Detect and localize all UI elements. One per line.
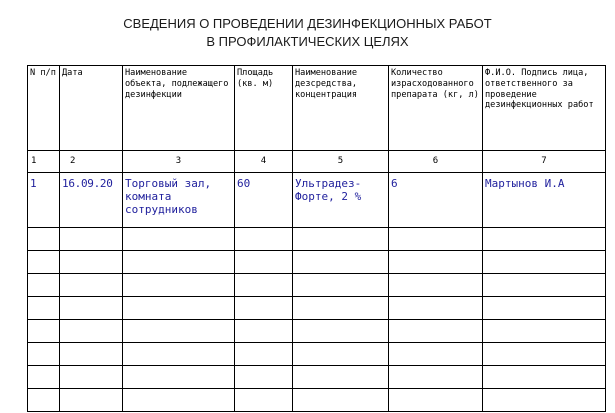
empty-table-row [28,343,606,366]
empty-cell [235,274,293,297]
quantity-cell: 6 [389,173,483,228]
empty-table-row [28,274,606,297]
empty-cell [28,251,60,274]
header-date: Дата [60,66,123,151]
empty-cell [60,320,123,343]
empty-cell [293,320,389,343]
empty-cell [28,228,60,251]
empty-cell [28,274,60,297]
empty-cell [123,228,235,251]
empty-cell [483,297,606,320]
responsible-cell: Мартынов И.А [483,173,606,228]
empty-cell [60,228,123,251]
empty-cell [123,297,235,320]
column-number: 2 [60,151,123,173]
empty-cell [123,251,235,274]
column-number-row [28,151,606,173]
empty-cell [389,251,483,274]
area-cell: 60 [235,173,293,228]
row-number-cell: 1 [28,173,60,228]
empty-cell [389,389,483,412]
column-number: 3 [123,151,235,173]
empty-cell [389,343,483,366]
header-responsible: Ф.И.О. Подпись лица, ответственного за проведение дезинфекционных работ [483,66,606,151]
header-area: Площадь (кв. м) [235,66,293,151]
empty-cell [235,389,293,412]
document-title: СВЕДЕНИЯ О ПРОВЕДЕНИИ ДЕЗИНФЕКЦИОННЫХ РАБОТ [123,16,492,31]
empty-table-row [28,366,606,389]
empty-cell [60,389,123,412]
empty-cell [123,389,235,412]
empty-cell [60,251,123,274]
empty-cell [483,274,606,297]
empty-cell [293,366,389,389]
column-number: 6 [389,151,483,173]
table-row [28,173,606,228]
empty-cell [235,251,293,274]
date-cell: 16.09.20 [60,173,123,228]
empty-cell [123,274,235,297]
column-number: 1 [28,151,60,173]
empty-cell [28,366,60,389]
empty-cell [123,366,235,389]
column-number: 7 [483,151,606,173]
empty-cell [483,389,606,412]
empty-table-row [28,389,606,412]
empty-cell [60,274,123,297]
empty-cell [293,297,389,320]
empty-cell [123,343,235,366]
empty-cell [235,320,293,343]
disinfectant-cell: Ультрадез-Форте, 2 % [293,173,389,228]
empty-cell [60,366,123,389]
empty-cell [389,297,483,320]
empty-cell [293,343,389,366]
header-quantity: Количество израсходованного препарата (кг, л) [389,66,483,151]
empty-table-row [28,251,606,274]
empty-cell [235,343,293,366]
empty-cell [60,343,123,366]
empty-cell [483,228,606,251]
empty-cell [293,389,389,412]
empty-table-row [28,228,606,251]
empty-cell [28,320,60,343]
empty-cell [293,228,389,251]
column-number: 4 [235,151,293,173]
empty-cell [28,343,60,366]
empty-cell [389,366,483,389]
empty-cell [60,297,123,320]
document-subtitle: В ПРОФИЛАКТИЧЕСКИХ ЦЕЛЯХ [206,34,409,49]
empty-cell [483,251,606,274]
disinfection-log-table [27,65,606,412]
empty-cell [389,320,483,343]
empty-cell [235,297,293,320]
column-number: 5 [293,151,389,173]
empty-cell [293,274,389,297]
header-number: N п/п [28,66,60,151]
empty-cell [483,366,606,389]
object-cell: Торговый зал, комната сотрудников [123,173,235,228]
empty-table-row [28,320,606,343]
header-object: Наименование объекта, подлежащего дезинфекции [123,66,235,151]
empty-cell [235,366,293,389]
empty-cell [389,274,483,297]
empty-cell [28,297,60,320]
empty-cell [235,228,293,251]
empty-cell [483,343,606,366]
header-disinfectant: Наименование дезсредства, концентрация [293,66,389,151]
empty-table-row [28,297,606,320]
header-row [28,66,606,151]
empty-cell [483,320,606,343]
empty-cell [123,320,235,343]
empty-cell [28,389,60,412]
empty-cell [293,251,389,274]
empty-cell [389,228,483,251]
